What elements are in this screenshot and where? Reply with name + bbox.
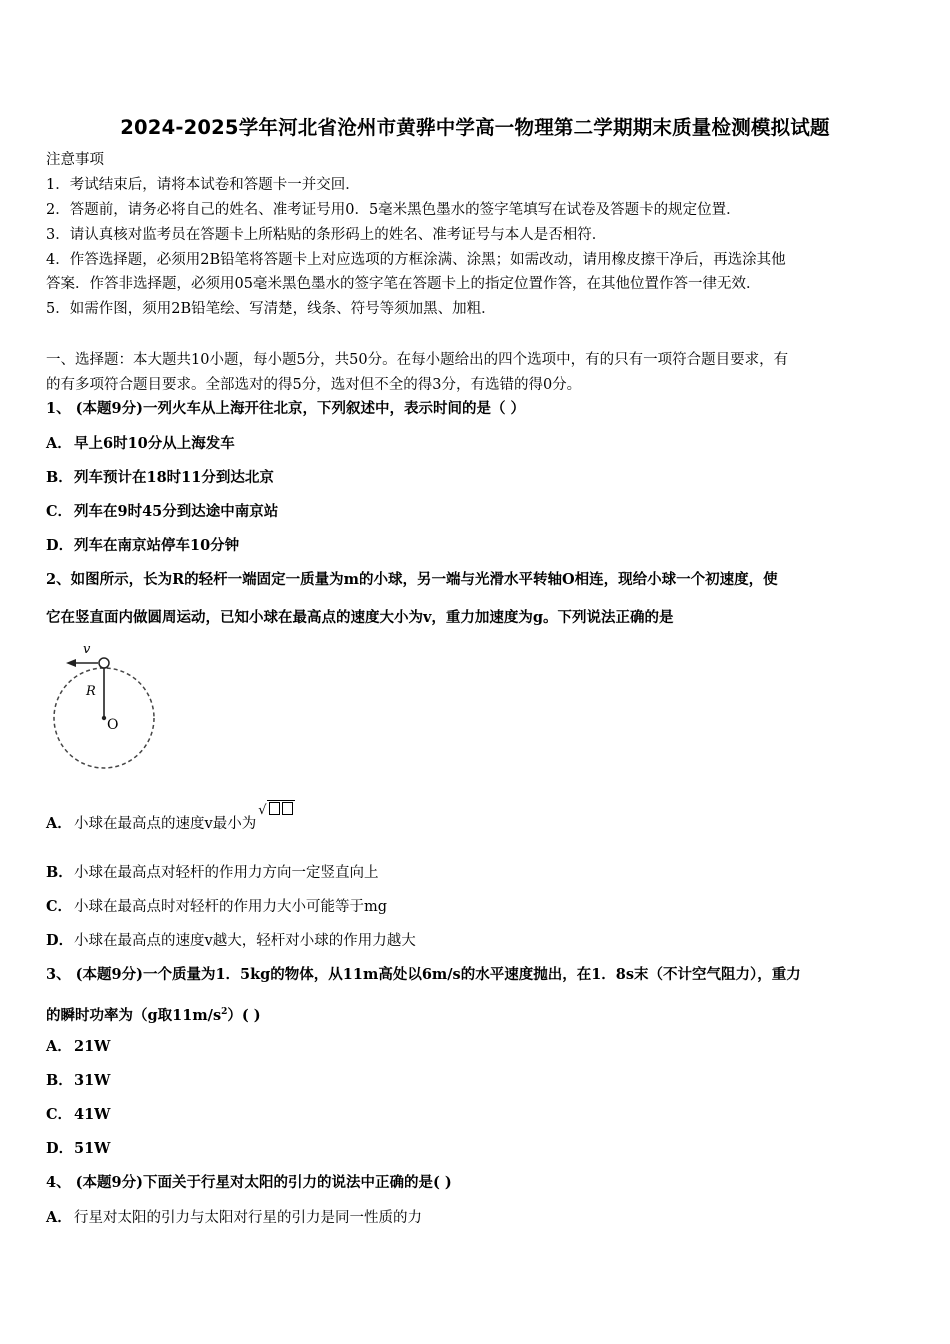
stem-text: 的瞬时功率为（g取11m/s [46,1006,222,1024]
question-1-option-d [46,536,239,556]
option-key: C． [46,503,73,520]
notice-item: 5．如需作图，须用2B铅笔绘、写清楚，线条、符号等须加黑、加粗． [46,301,496,317]
question-2-option-d [46,931,416,951]
question-4-stem: 4、 (本题9分)下面关于行星对太阳的引力的说法中正确的是( ) [46,1174,452,1191]
question-3-option-c [46,1105,110,1125]
option-text: 小球在最高点的速度v最小为 [74,816,257,832]
question-2-stem-line: 2、如图所示，长为R的轻杆一端固定一质量为m的小球，另一端与光滑水平转轴O相连，现给小球一个初速度，使 [46,571,778,588]
option-key: A． [46,435,72,452]
question-1-option-a [46,434,235,454]
option-text: 小球在最高点对轻杆的作用力方向一定竖直向上 [74,865,379,881]
question-2-option-a [46,803,295,835]
option-key: B． [46,469,73,486]
question-4-option-a [46,1208,422,1228]
notice-item: 1．考试结束后，请将本试卷和答题卡一并交回． [46,177,360,193]
notice-item: 4．作答选择题，必须用2B铅笔将答题卡上对应选项的方框涂满、涂黑；如需改动，请用橡皮擦干净后，再选涂其他 [46,252,786,268]
sqrt-formula: √ [258,800,294,821]
question-2-option-c [46,897,387,917]
option-key: D． [46,932,74,949]
notice-item: 2．答题前，请务必将自己的姓名、准考证号用0．5毫米黑色墨水的签字笔填写在试卷及答题卡的规定位置． [46,202,741,218]
option-text: 31W [74,1072,111,1089]
question-3-stem-line [46,1002,908,1026]
question-1-stem: 1、 (本题9分)一列火车从上海开往北京，下列叙述中，表示时间的是（ ） [46,400,525,417]
velocity-arrowhead [66,659,76,667]
ball [99,658,109,668]
question-1-option-c [46,502,278,522]
notice-item: 3．请认真核对监考员在答题卡上所粘贴的条形码上的姓名、准考证号与本人是否相符． [46,227,607,243]
option-text: 21W [74,1038,111,1055]
option-key: A． [46,1038,72,1055]
option-text: 列车在9时45分到达途中南京站 [74,503,279,520]
option-key: A． [46,815,72,832]
notice-item: 答案．作答非选择题，必须用05毫米黑色墨水的签字笔在答题卡上的指定位置作答，在其他位置作答一律无效． [46,276,761,292]
circular-motion-figure [50,638,160,778]
option-key: C． [46,898,73,915]
option-key: D． [46,1140,74,1157]
question-3-option-a [46,1037,110,1057]
radius-label: R [86,684,96,699]
question-2-option-b [46,863,379,883]
option-text: 行星对太阳的引力与太阳对行星的引力是同一性质的力 [74,1210,422,1226]
option-key: A． [46,1209,72,1226]
option-key: C． [46,1106,73,1123]
page-title: 2024-2025学年河北省沧州市黄骅中学高一物理第二学期期末质量检测模拟试题 [120,116,830,139]
section-instructions-line: 一、选择题：本大题共10小题，每小题5分，共50分。在每小题给出的四个选项中，有的只有一项符合题目要求，有 [46,352,789,368]
notice-heading: 注意事项 [46,152,104,168]
option-key: D． [46,537,74,554]
superscript: 2 [221,1007,228,1017]
question-3-stem-line: 3、 (本题9分)一个质量为1．5kg的物体，从11m高处以6m/s的水平速度抛出，在1．8s末（不计空气阻力），重力 [46,966,801,983]
option-text: 早上6时10分从上海发车 [74,435,235,452]
axis-point [102,716,106,720]
option-text: 51W [74,1140,111,1157]
formula-placeholder [269,802,280,815]
option-key: B． [46,864,73,881]
option-text: 列车在南京站停车10分钟 [74,537,240,554]
option-key: B． [46,1072,73,1089]
question-3-option-d [46,1139,110,1159]
option-text: 41W [74,1106,111,1123]
question-1-option-b [46,468,274,488]
option-text: 列车预计在18时11分到达北京 [74,469,274,486]
velocity-label: v [83,642,91,657]
axis-label: O [107,717,119,733]
formula-placeholder [282,802,293,815]
section-instructions-line: 的有多项符合题目要求。全部选对的得5分，选对但不全的得3分，有选错的得0分。 [46,377,582,393]
option-text: 小球在最高点的速度v越大，轻杆对小球的作用力越大 [74,933,416,949]
question-3-option-b [46,1071,110,1091]
question-2-stem-line: 它在竖直面内做圆周运动，已知小球在最高点的速度大小为v，重力加速度为g。下列说法正确的是 [46,609,674,626]
option-text: 小球在最高点时对轻杆的作用力大小可能等于mg [74,899,388,915]
stem-text: ）( ) [227,1006,261,1024]
